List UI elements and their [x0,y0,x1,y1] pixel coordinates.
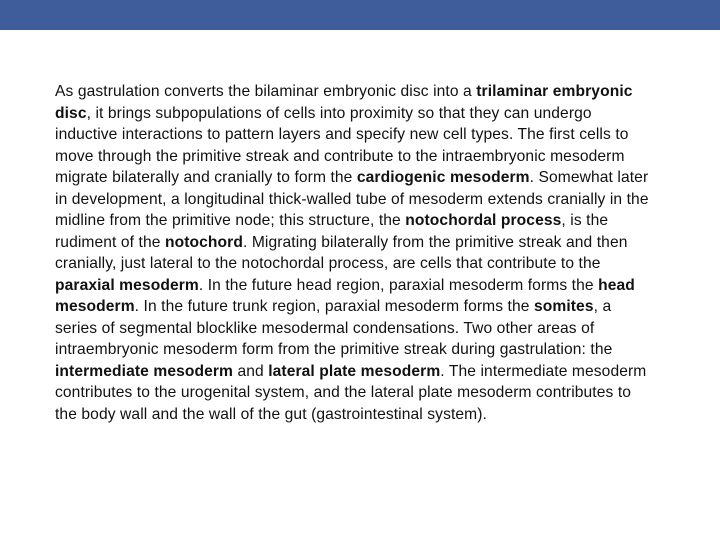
body-text: . In the future head region, paraxial mesoderm forms the [198,276,599,294]
body-text: and [233,362,269,380]
body-text: , is the rudiment of the [55,212,609,251]
term-paraxial-mesoderm: paraxial mesoderm [55,276,199,294]
term-cardiogenic-mesoderm: cardiogenic mesoderm [356,169,530,186]
body-paragraph [55,81,655,425]
body-text: , a series of segmental blocklike mesodermal condensations. Two other areas of intraembryonic mesoderm form from the primitive streak during gastrulation: the [55,298,613,358]
body-text: , it brings subpopulations of cells into proximity so that they can undergo inductive interactions to pattern layers and specify new cell types. The first cells to move through the primitive streak and contribute to the intraembryonic mesoderm migrate bilaterally and cranially to form the [55,104,629,186]
header-bar [0,0,720,30]
term-head-mesoderm: head mesoderm [55,276,635,315]
body-text: . Migrating bilaterally from the primitive streak and then cranially, just lateral to the notochordal process, are cells that contribute to the [55,233,628,272]
body-text: . Somewhat later in development, a longitudinal thick-walled tube of mesoderm extends cranially in the midline from the primitive node; this structure, the [55,169,649,229]
term-somites: somites [533,298,594,315]
term-intermediate-mesoderm: intermediate mesoderm [55,362,234,380]
body-text: . The intermediate mesoderm contributes to the urogenital system, and the lateral plate mesoderm contributes to the body wall and the wall of the gut (gastrointestinal system). [55,362,647,423]
term-notochordal-process: notochordal process [405,212,562,229]
term-lateral-plate-mesoderm: lateral plate mesoderm [268,362,441,380]
body-text: . In the future trunk region, paraxial mesoderm forms the [134,298,534,315]
term-notochord: notochord [164,233,243,251]
body-text: As gastrulation converts the bilaminar embryonic disc into a [55,83,477,100]
term-trilaminar-embryonic-disc: trilaminar embryonic disc [55,83,633,122]
